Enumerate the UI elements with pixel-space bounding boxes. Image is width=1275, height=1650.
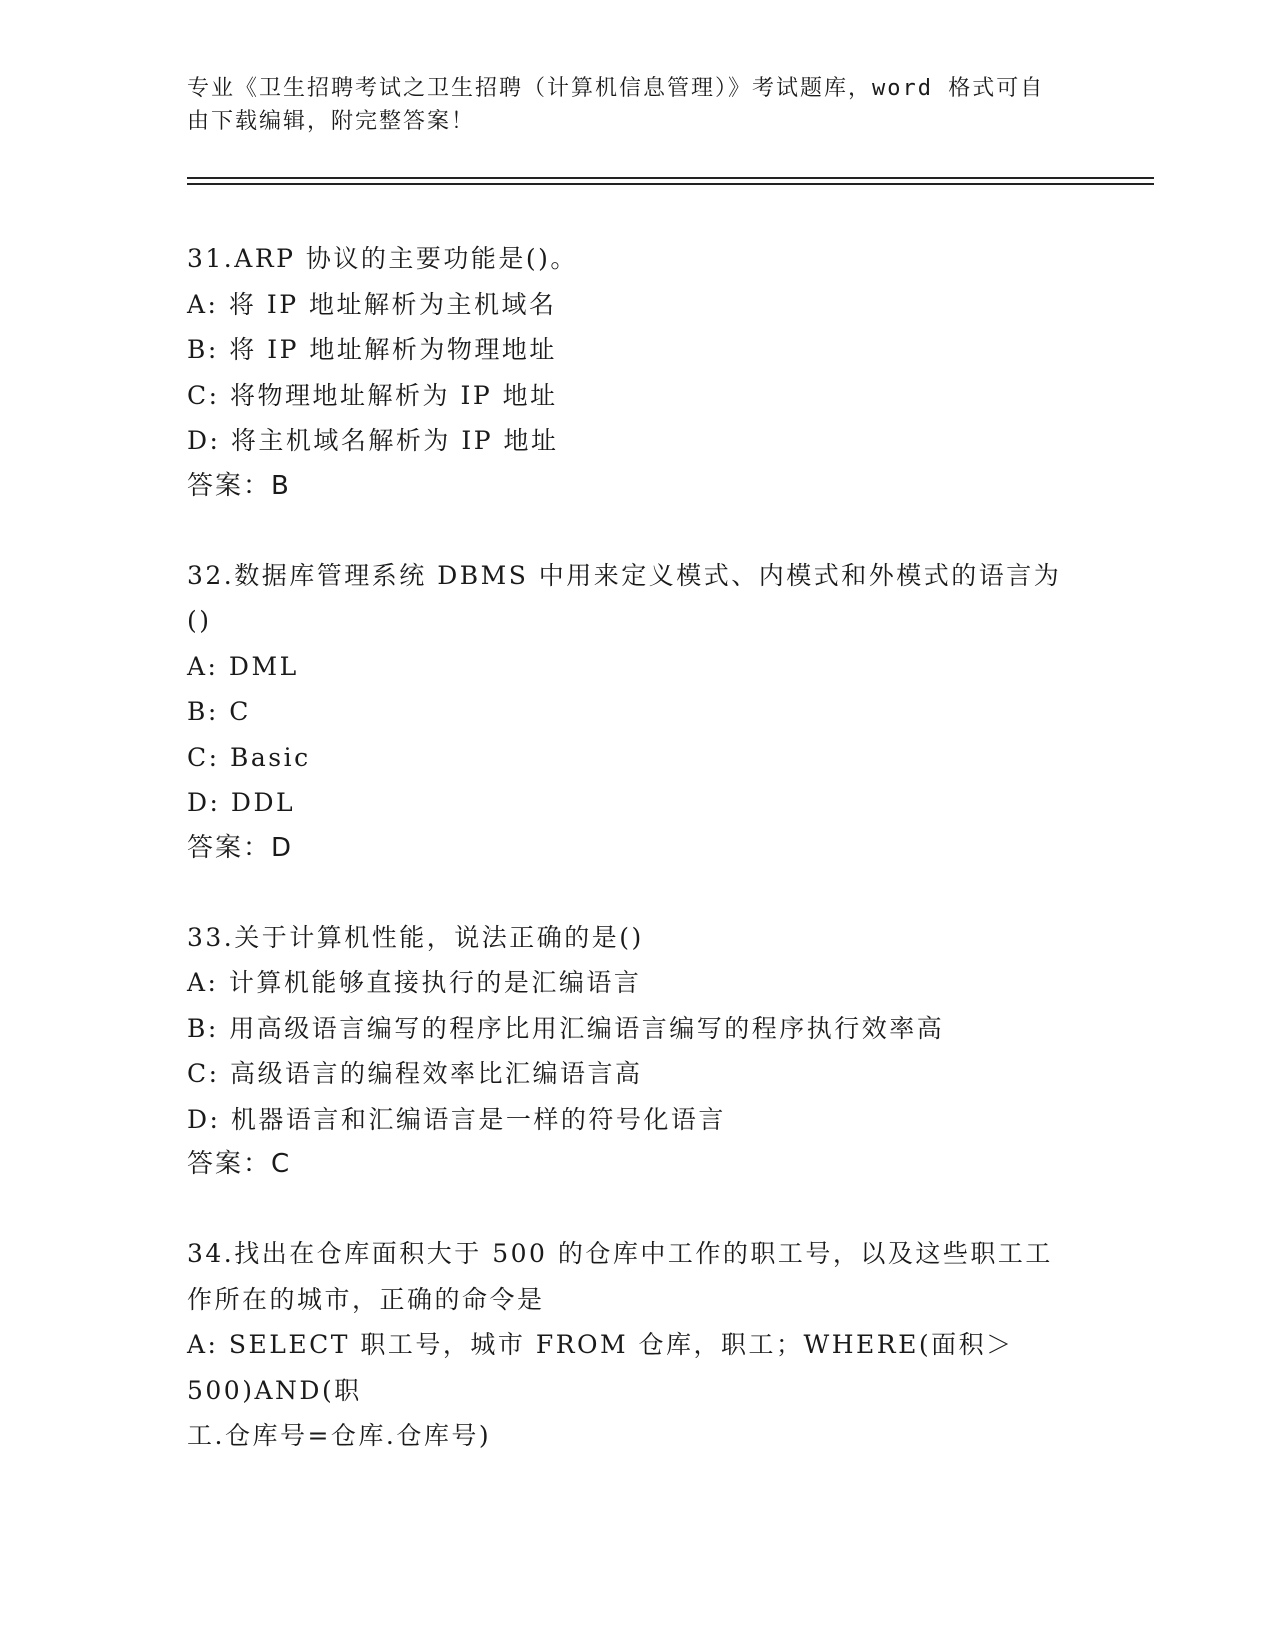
question-stem-continued: 作所在的城市，正确的命令是	[187, 1284, 545, 1314]
header-rule-bottom	[187, 183, 1154, 185]
question-stem: 32.数据库管理系统 DBMS 中用来定义模式、内模式和外模式的语言为	[187, 560, 1062, 590]
option-a: A: 将 IP 地址解析为主机域名	[187, 289, 557, 319]
answer-label: 答案：C	[187, 1149, 292, 1179]
answer-label: 答案：B	[187, 470, 291, 501]
question-33	[187, 915, 1087, 1188]
answer-label: 答案：D	[187, 832, 294, 863]
question-31	[187, 236, 1087, 509]
question-stem: 34.找出在仓库面积大于 500 的仓库中工作的职工号，以及这些职工工	[187, 1239, 1053, 1268]
option-b: B: C	[187, 697, 251, 726]
question-stem: 31.ARP 协议的主要功能是()。	[187, 244, 578, 273]
option-c: C: Basic	[187, 742, 311, 772]
header-rule-top	[187, 177, 1154, 179]
option-a: A: DML	[187, 651, 299, 681]
option-b: B: 将 IP 地址解析为物理地址	[187, 335, 557, 364]
option-c: C: 高级语言的编程效率比汇编语言高	[187, 1059, 643, 1088]
option-b: B: 用高级语言编写的程序比用汇编语言编写的程序执行效率高	[187, 1013, 945, 1043]
option-a: A: SELECT 职工号，城市 FROM 仓库，职工；WHERE(面积＞500)AND(职	[187, 1330, 1014, 1405]
header-line-1: 专业《卫生招聘考试之卫生招聘（计算机信息管理）》考试题库，word 格式可自	[187, 76, 1045, 101]
option-d: D: 机器语言和汇编语言是一样的符号化语言	[187, 1104, 726, 1134]
question-34	[187, 1231, 1087, 1459]
question-32	[187, 553, 1087, 871]
option-a: A: 计算机能够直接执行的是汇编语言	[187, 968, 642, 997]
question-stem: 33.关于计算机性能，说法正确的是()	[187, 922, 644, 952]
option-c: C: 将物理地址解析为 IP 地址	[187, 380, 558, 410]
question-list	[187, 236, 1087, 1503]
option-d: D: DDL	[187, 788, 296, 817]
question-stem-continued: ()	[187, 606, 212, 635]
option-a-continued: 工.仓库号=仓库.仓库号)	[187, 1421, 492, 1450]
header-line-2: 由下载编辑，附完整答案！	[187, 109, 476, 134]
option-d: D: 将主机域名解析为 IP 地址	[187, 426, 559, 455]
document-header	[187, 72, 1067, 138]
